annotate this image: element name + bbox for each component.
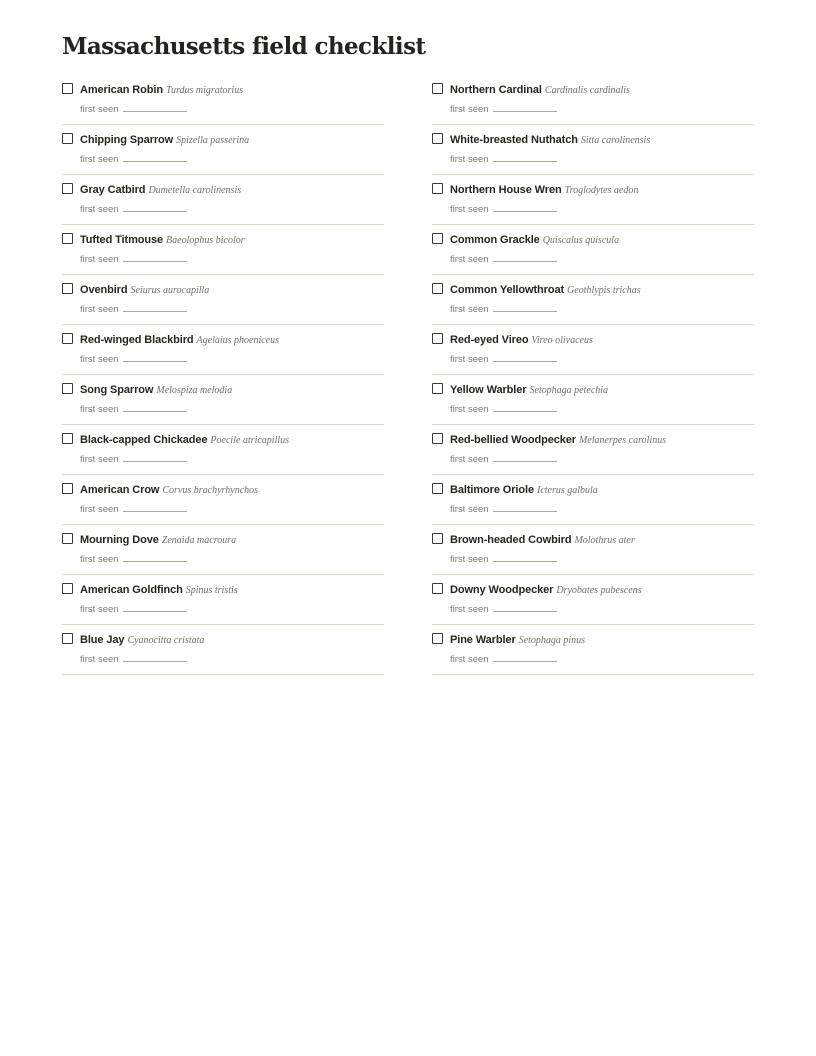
- first-seen-label: first seen: [450, 504, 489, 515]
- seen-checkbox[interactable]: [62, 383, 73, 394]
- scientific-name: Dryobates pubescens: [556, 585, 642, 596]
- first-seen-row: [80, 152, 187, 167]
- seen-checkbox[interactable]: [62, 533, 73, 544]
- first-seen-date-field[interactable]: [493, 552, 557, 562]
- bird-name-line: [80, 181, 241, 199]
- first-seen-date-field[interactable]: [123, 252, 187, 262]
- common-name: American Robin: [80, 84, 163, 96]
- bird-name-line: [450, 431, 666, 449]
- scientific-name: Corvus brachyrhynchos: [162, 485, 259, 496]
- scientific-name: Cyanocitta cristata: [127, 635, 205, 646]
- first-seen-label: first seen: [80, 204, 119, 215]
- first-seen-label: first seen: [450, 454, 489, 465]
- first-seen-row: [450, 602, 557, 617]
- seen-checkbox[interactable]: [432, 383, 443, 394]
- scientific-name: Spinus tristis: [185, 585, 238, 596]
- first-seen-date-field[interactable]: [493, 652, 557, 662]
- first-seen-date-field[interactable]: [123, 602, 187, 612]
- first-seen-date-field[interactable]: [123, 502, 187, 512]
- bird-name-line: [80, 231, 245, 249]
- first-seen-row: [450, 102, 557, 117]
- bird-name-line: [450, 281, 641, 299]
- common-name: White-breasted Nuthatch: [450, 134, 578, 146]
- first-seen-label: first seen: [450, 354, 489, 365]
- first-seen-row: [450, 202, 557, 217]
- first-seen-row: [80, 352, 187, 367]
- first-seen-date-field[interactable]: [493, 352, 557, 362]
- bird-name-line: [450, 181, 638, 199]
- first-seen-date-field[interactable]: [493, 302, 557, 312]
- seen-checkbox[interactable]: [432, 133, 443, 144]
- seen-checkbox[interactable]: [62, 433, 73, 444]
- first-seen-row: [80, 302, 187, 317]
- first-seen-label: first seen: [80, 254, 119, 265]
- seen-checkbox[interactable]: [432, 583, 443, 594]
- first-seen-label: first seen: [80, 354, 119, 365]
- first-seen-label: first seen: [450, 254, 489, 265]
- first-seen-row: [80, 402, 187, 417]
- checklist-entry: [432, 75, 754, 125]
- common-name: Blue Jay: [80, 634, 125, 646]
- common-name: Tufted Titmouse: [80, 234, 164, 246]
- first-seen-row: [80, 202, 187, 217]
- first-seen-date-field[interactable]: [493, 252, 557, 262]
- scientific-name: Melospiza melodia: [156, 385, 233, 396]
- first-seen-label: first seen: [450, 204, 489, 215]
- scientific-name: Seiurus aurocapilla: [130, 285, 210, 296]
- first-seen-label: first seen: [80, 154, 119, 165]
- bird-name-line: [80, 431, 289, 449]
- scientific-name: Sitta carolinensis: [580, 135, 651, 146]
- bird-name-line: [80, 81, 243, 99]
- first-seen-row: [450, 352, 557, 367]
- scientific-name: Turdus migratorius: [165, 85, 244, 96]
- scientific-name: Quiscalus quiscula: [542, 235, 620, 246]
- scientific-name: Molothrus ater: [574, 535, 635, 546]
- common-name: Black-capped Chickadee: [80, 434, 208, 446]
- first-seen-label: first seen: [450, 304, 489, 315]
- first-seen-date-field[interactable]: [123, 452, 187, 462]
- bird-name-line: [450, 581, 642, 599]
- seen-checkbox[interactable]: [432, 183, 443, 194]
- first-seen-row: [80, 102, 187, 117]
- checklist-entry: [62, 175, 384, 225]
- first-seen-date-field[interactable]: [493, 452, 557, 462]
- bird-name-line: [80, 331, 279, 349]
- first-seen-label: first seen: [80, 304, 119, 315]
- first-seen-date-field[interactable]: [493, 152, 557, 162]
- scientific-name: Baeolophus bicolor: [166, 235, 245, 246]
- checklist-column-right: [432, 75, 754, 675]
- checklist-entry: [62, 475, 384, 525]
- scientific-name: Dumetella carolinensis: [148, 185, 242, 196]
- checklist-entry: [62, 625, 384, 675]
- common-name: Northern Cardinal: [450, 84, 542, 96]
- bird-name-line: [450, 81, 630, 99]
- seen-checkbox[interactable]: [62, 633, 73, 644]
- common-name: Northern House Wren: [450, 184, 562, 196]
- seen-checkbox[interactable]: [62, 283, 73, 294]
- first-seen-label: first seen: [80, 504, 119, 515]
- first-seen-label: first seen: [450, 154, 489, 165]
- first-seen-row: [450, 552, 557, 567]
- first-seen-date-field[interactable]: [493, 202, 557, 212]
- checklist-entry: [432, 125, 754, 175]
- first-seen-date-field[interactable]: [493, 402, 557, 412]
- seen-checkbox[interactable]: [432, 633, 443, 644]
- first-seen-row: [450, 152, 557, 167]
- scientific-name: Agelaius phoeniceus: [196, 335, 280, 346]
- common-name: Gray Catbird: [80, 184, 146, 196]
- first-seen-row: [80, 252, 187, 267]
- checklist-entry: [62, 575, 384, 625]
- first-seen-label: first seen: [80, 454, 119, 465]
- checklist-entry: [62, 525, 384, 575]
- first-seen-row: [450, 302, 557, 317]
- first-seen-date-field[interactable]: [123, 352, 187, 362]
- common-name: Ovenbird: [80, 284, 128, 296]
- first-seen-label: first seen: [80, 104, 119, 115]
- common-name: Song Sparrow: [80, 384, 154, 396]
- seen-checkbox[interactable]: [62, 333, 73, 344]
- first-seen-date-field[interactable]: [493, 102, 557, 112]
- bird-name-line: [80, 281, 209, 299]
- first-seen-date-field[interactable]: [123, 152, 187, 162]
- checklist-entry: [62, 125, 384, 175]
- common-name: Red-bellied Woodpecker: [450, 434, 576, 446]
- checklist-entry: [432, 375, 754, 425]
- checklist-entry: [432, 425, 754, 475]
- common-name: Pine Warbler: [450, 634, 516, 646]
- first-seen-label: first seen: [80, 554, 119, 565]
- checklist-column-left: [62, 75, 384, 675]
- common-name: American Crow: [80, 484, 160, 496]
- first-seen-date-field[interactable]: [123, 402, 187, 412]
- seen-checkbox[interactable]: [432, 433, 443, 444]
- first-seen-row: [450, 652, 557, 667]
- page-title: Massachusetts field checklist: [62, 33, 426, 60]
- seen-checkbox[interactable]: [62, 183, 73, 194]
- first-seen-row: [80, 552, 187, 567]
- bird-name-line: [450, 231, 619, 249]
- bird-name-line: [80, 631, 204, 649]
- first-seen-date-field[interactable]: [493, 602, 557, 612]
- checklist-entry: [432, 475, 754, 525]
- checklist-entry: [62, 325, 384, 375]
- checklist-entry: [432, 275, 754, 325]
- scientific-name: Spizella passerina: [176, 135, 250, 146]
- checklist-entry: [432, 175, 754, 225]
- seen-checkbox[interactable]: [62, 133, 73, 144]
- checklist-entry: [432, 525, 754, 575]
- common-name: American Goldfinch: [80, 584, 183, 596]
- first-seen-row: [450, 452, 557, 467]
- bird-name-line: [450, 631, 585, 649]
- checklist-entry: [432, 575, 754, 625]
- seen-checkbox[interactable]: [432, 283, 443, 294]
- first-seen-row: [450, 502, 557, 517]
- common-name: Common Yellowthroat: [450, 284, 565, 296]
- seen-checkbox[interactable]: [432, 533, 443, 544]
- common-name: Red-winged Blackbird: [80, 334, 194, 346]
- bird-name-line: [80, 531, 236, 549]
- scientific-name: Vireo olivaceus: [531, 335, 593, 346]
- scientific-name: Setophaga petechia: [529, 385, 609, 396]
- first-seen-label: first seen: [80, 604, 119, 615]
- common-name: Red-eyed Vireo: [450, 334, 529, 346]
- seen-checkbox[interactable]: [62, 483, 73, 494]
- bird-name-line: [450, 331, 593, 349]
- scientific-name: Melanerpes carolinus: [578, 435, 667, 446]
- scientific-name: Geothlypis trichas: [567, 285, 641, 296]
- scientific-name: Zenaida macroura: [161, 535, 237, 546]
- first-seen-date-field[interactable]: [123, 302, 187, 312]
- first-seen-label: first seen: [450, 654, 489, 665]
- first-seen-label: first seen: [450, 554, 489, 565]
- common-name: Brown-headed Cowbird: [450, 534, 572, 546]
- bird-name-line: [450, 481, 598, 499]
- scientific-name: Troglodytes aedon: [564, 185, 639, 196]
- seen-checkbox[interactable]: [62, 583, 73, 594]
- checklist-entry: [62, 425, 384, 475]
- bird-name-line: [80, 581, 238, 599]
- common-name: Yellow Warbler: [450, 384, 527, 396]
- first-seen-date-field[interactable]: [123, 202, 187, 212]
- seen-checkbox[interactable]: [432, 83, 443, 94]
- first-seen-row: [80, 602, 187, 617]
- first-seen-label: first seen: [450, 104, 489, 115]
- first-seen-label: first seen: [80, 654, 119, 665]
- checklist-entry: [62, 275, 384, 325]
- bird-name-line: [450, 131, 650, 149]
- common-name: Mourning Dove: [80, 534, 159, 546]
- scientific-name: Icterus galbula: [536, 485, 598, 496]
- seen-checkbox[interactable]: [62, 83, 73, 94]
- checklist-entry: [432, 325, 754, 375]
- first-seen-row: [450, 402, 557, 417]
- first-seen-row: [80, 452, 187, 467]
- checklist-entry: [62, 75, 384, 125]
- bird-name-line: [80, 481, 258, 499]
- common-name: Chipping Sparrow: [80, 134, 174, 146]
- first-seen-date-field[interactable]: [493, 502, 557, 512]
- first-seen-label: first seen: [80, 404, 119, 415]
- seen-checkbox[interactable]: [432, 333, 443, 344]
- checklist-entry: [432, 225, 754, 275]
- common-name: Downy Woodpecker: [450, 584, 554, 596]
- seen-checkbox[interactable]: [432, 483, 443, 494]
- seen-checkbox[interactable]: [432, 233, 443, 244]
- checklist-entry: [432, 625, 754, 675]
- checklist-entry: [62, 375, 384, 425]
- common-name: Baltimore Oriole: [450, 484, 534, 496]
- first-seen-date-field[interactable]: [123, 552, 187, 562]
- first-seen-date-field[interactable]: [123, 652, 187, 662]
- first-seen-row: [80, 652, 187, 667]
- bird-name-line: [80, 381, 232, 399]
- checklist-entry: [62, 225, 384, 275]
- seen-checkbox[interactable]: [62, 233, 73, 244]
- first-seen-label: first seen: [450, 404, 489, 415]
- first-seen-date-field[interactable]: [123, 102, 187, 112]
- scientific-name: Poecile atricapillus: [210, 435, 290, 446]
- common-name: Common Grackle: [450, 234, 540, 246]
- first-seen-row: [80, 502, 187, 517]
- scientific-name: Cardinalis cardinalis: [544, 85, 630, 96]
- bird-name-line: [80, 131, 249, 149]
- first-seen-row: [450, 252, 557, 267]
- first-seen-label: first seen: [450, 604, 489, 615]
- bird-name-line: [450, 381, 608, 399]
- scientific-name: Setophaga pinus: [518, 635, 586, 646]
- bird-name-line: [450, 531, 635, 549]
